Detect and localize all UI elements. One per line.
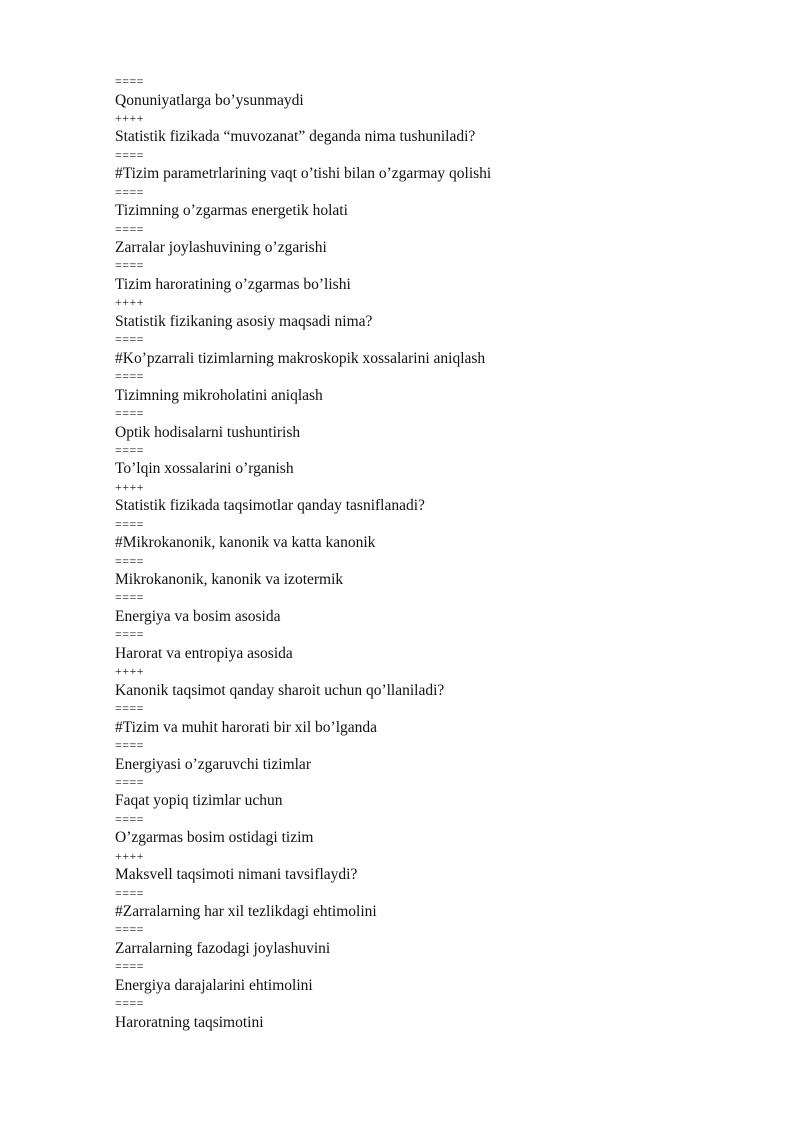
- answer-separator: ====: [115, 811, 145, 826]
- question-separator: ++++: [115, 295, 145, 310]
- answer-separator: ====: [115, 959, 145, 974]
- answer-separator: ====: [115, 774, 145, 789]
- answer-separator: ====: [115, 369, 145, 384]
- answer-text: Mikrokanonik, kanonik va izotermik: [115, 571, 344, 589]
- question-separator: ++++: [115, 848, 145, 863]
- answer-separator: ====: [115, 516, 145, 531]
- question-separator: ++++: [115, 664, 145, 679]
- answer-text: Harorat va entropiya asosida: [115, 644, 293, 662]
- correct-answer-text: #Ko’pzarrali tizimlarning makroskopik xossalarini aniqlash: [115, 349, 486, 367]
- answer-text: Zarralarning fazodagi joylashuvini: [115, 939, 331, 957]
- correct-answer-text: #Mikrokanonik, kanonik va katta kanonik: [115, 534, 376, 552]
- question-separator: ++++: [115, 479, 145, 494]
- answer-text: Optik hodisalarni tushuntirish: [115, 423, 301, 441]
- answer-text: Tizimning mikroholatini aniqlash: [115, 386, 323, 404]
- answer-separator: ====: [115, 442, 145, 457]
- answer-separator: ====: [115, 996, 145, 1011]
- answer-text: To’lqin xossalarini o’rganish: [115, 460, 294, 478]
- correct-answer-text: #Zarralarning har xil tezlikdagi ehtimolini: [115, 903, 377, 921]
- answer-separator: ====: [115, 922, 145, 937]
- answer-separator: ====: [115, 147, 145, 162]
- question-text: Maksvell taqsimoti nimani tavsiflaydi?: [115, 866, 358, 884]
- question-text: Kanonik taqsimot qanday sharoit uchun qo’llaniladi?: [115, 681, 445, 699]
- answer-text: Qonuniyatlarga bo’ysunmaydi: [115, 91, 304, 109]
- answer-text: Faqat yopiq tizimlar uchun: [115, 792, 283, 810]
- document-body: [115, 75, 755, 1034]
- correct-answer-text: #Tizim parametrlarining vaqt o’tishi bilan o’zgarmay qolishi: [115, 165, 492, 183]
- answer-separator: ====: [115, 885, 145, 900]
- correct-answer-text: #Tizim va muhit harorati bir xil bo’lganda: [115, 718, 378, 736]
- answer-text: Zarralar joylashuvining o’zgarishi: [115, 239, 327, 257]
- answer-text: O’zgarmas bosim ostidagi tizim: [115, 829, 314, 847]
- answer-text: Haroratning taqsimotini: [115, 1013, 264, 1031]
- answer-separator: ====: [115, 332, 145, 347]
- answer-separator: ====: [115, 701, 145, 716]
- answer-separator: ====: [115, 74, 145, 88]
- answer-text: Energiya va bosim asosida: [115, 607, 281, 625]
- answer-separator: ====: [115, 184, 145, 199]
- answer-text: Energiya darajalarini ehtimolini: [115, 976, 313, 994]
- answer-separator: ====: [115, 221, 145, 236]
- question-separator: ++++: [115, 110, 145, 125]
- answer-separator: ====: [115, 627, 145, 642]
- question-text: Statistik fizikada taqsimotlar qanday tasniflanadi?: [115, 497, 425, 515]
- answer-separator: ====: [115, 590, 145, 605]
- answer-separator: ====: [115, 258, 145, 273]
- answer-text: Tizimning o’zgarmas energetik holati: [115, 202, 348, 220]
- question-text: Statistik fizikada “muvozanat” deganda nima tushuniladi?: [115, 128, 476, 146]
- answer-text: Energiyasi o’zgaruvchi tizimlar: [115, 755, 311, 773]
- answer-separator: ====: [115, 553, 145, 568]
- answer-text: Tizim haroratining o’zgarmas bo’lishi: [115, 275, 351, 293]
- answer-separator: ====: [115, 738, 145, 753]
- answer-separator: ====: [115, 406, 145, 421]
- question-text: Statistik fizikaning asosiy maqsadi nima?: [115, 312, 373, 330]
